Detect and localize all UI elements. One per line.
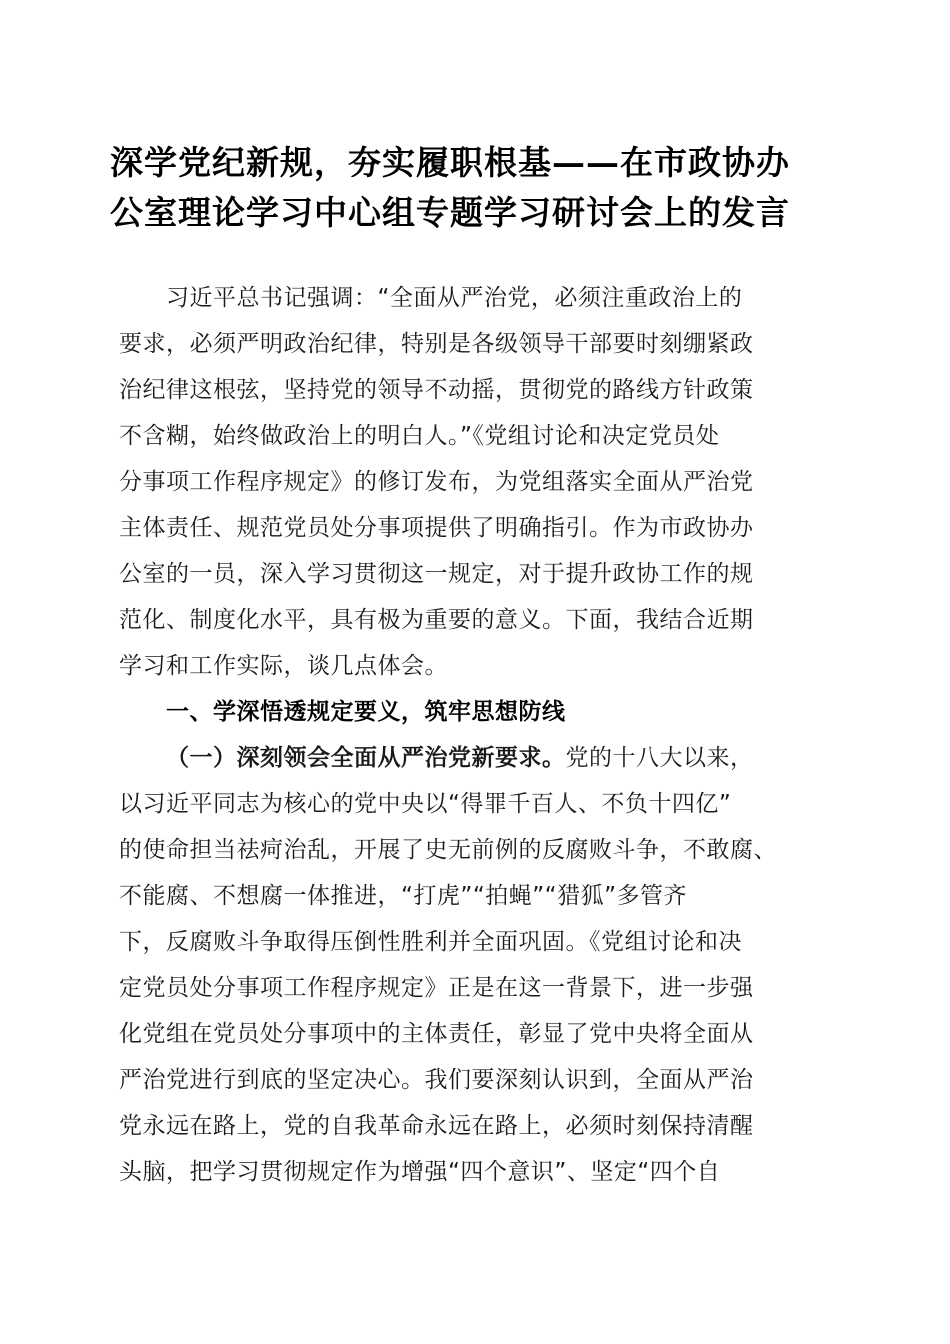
title-line-2: 公室理论学习中心组专题学习研讨会上的发言	[110, 193, 790, 232]
subsection-lead: （一）深刻领会全面从严治党新要求。	[166, 745, 566, 771]
paragraph-line: 定党员处分事项工作程序规定》正是在这一背景下，进一步强	[119, 975, 754, 1001]
section-heading: 一、学深悟透规定要义，筑牢思想防线	[166, 699, 566, 725]
paragraph-line: 不能腐、不想腐一体推进，“打虎”“拍蝇”“猎狐”多管齐	[119, 883, 687, 909]
title-line-1: 深学党纪新规，夯实履职根基——在市政协办	[110, 143, 790, 182]
paragraph-line: 要求，必须严明政治纪律，特别是各级领导干部要时刻绷紧政	[119, 331, 754, 357]
paragraph-line: 以习近平同志为核心的党中央以“得罪千百人、不负十四亿”	[119, 791, 732, 817]
paragraph-line: 下，反腐败斗争取得压倒性胜利并全面巩固。《党组讨论和决	[119, 929, 742, 955]
subsection-lead-rest: 党的十八大以来，	[565, 745, 754, 771]
document-title	[110, 138, 850, 238]
paragraph-line: 学习和工作实际，谈几点体会。	[119, 653, 448, 679]
document-body	[119, 275, 839, 1195]
paragraph-line: 化党组在党员处分事项中的主体责任，彰显了党中央将全面从	[119, 1021, 754, 1047]
paragraph-line: 主体责任、规范党员处分事项提供了明确指引。作为市政协办	[119, 515, 754, 541]
subsection-paragraph	[119, 735, 839, 1195]
paragraph-line: 习近平总书记强调：“全面从严治党，必须注重政治上的	[166, 285, 743, 311]
paragraph-line: 严治党进行到底的坚定决心。我们要深刻认识到，全面从严治	[119, 1067, 754, 1093]
paragraph-line: 公室的一员，深入学习贯彻这一规定，对于提升政协工作的规	[119, 561, 754, 587]
paragraph-line: 范化、制度化水平，具有极为重要的意义。下面，我结合近期	[119, 607, 754, 633]
paragraph-line: 的使命担当祛疴治乱，开展了史无前例的反腐败斗争，不敢腐、	[119, 837, 777, 863]
paragraph-line: 治纪律这根弦，坚持党的领导不动摇，贯彻党的路线方针政策	[119, 377, 754, 403]
intro-paragraph	[119, 275, 839, 689]
paragraph-line: 党永远在路上，党的自我革命永远在路上，必须时刻保持清醒	[119, 1113, 754, 1139]
paragraph-line	[119, 735, 839, 781]
paragraph-line: 不含糊，始终做政治上的明白人。”《党组讨论和决定党员处	[119, 423, 720, 449]
paragraph-line: 头脑，把学习贯彻规定作为增强“四个意识”、坚定“四个自	[119, 1159, 721, 1185]
paragraph-line: 分事项工作程序规定》的修订发布，为党组落实全面从严治党	[119, 469, 754, 495]
